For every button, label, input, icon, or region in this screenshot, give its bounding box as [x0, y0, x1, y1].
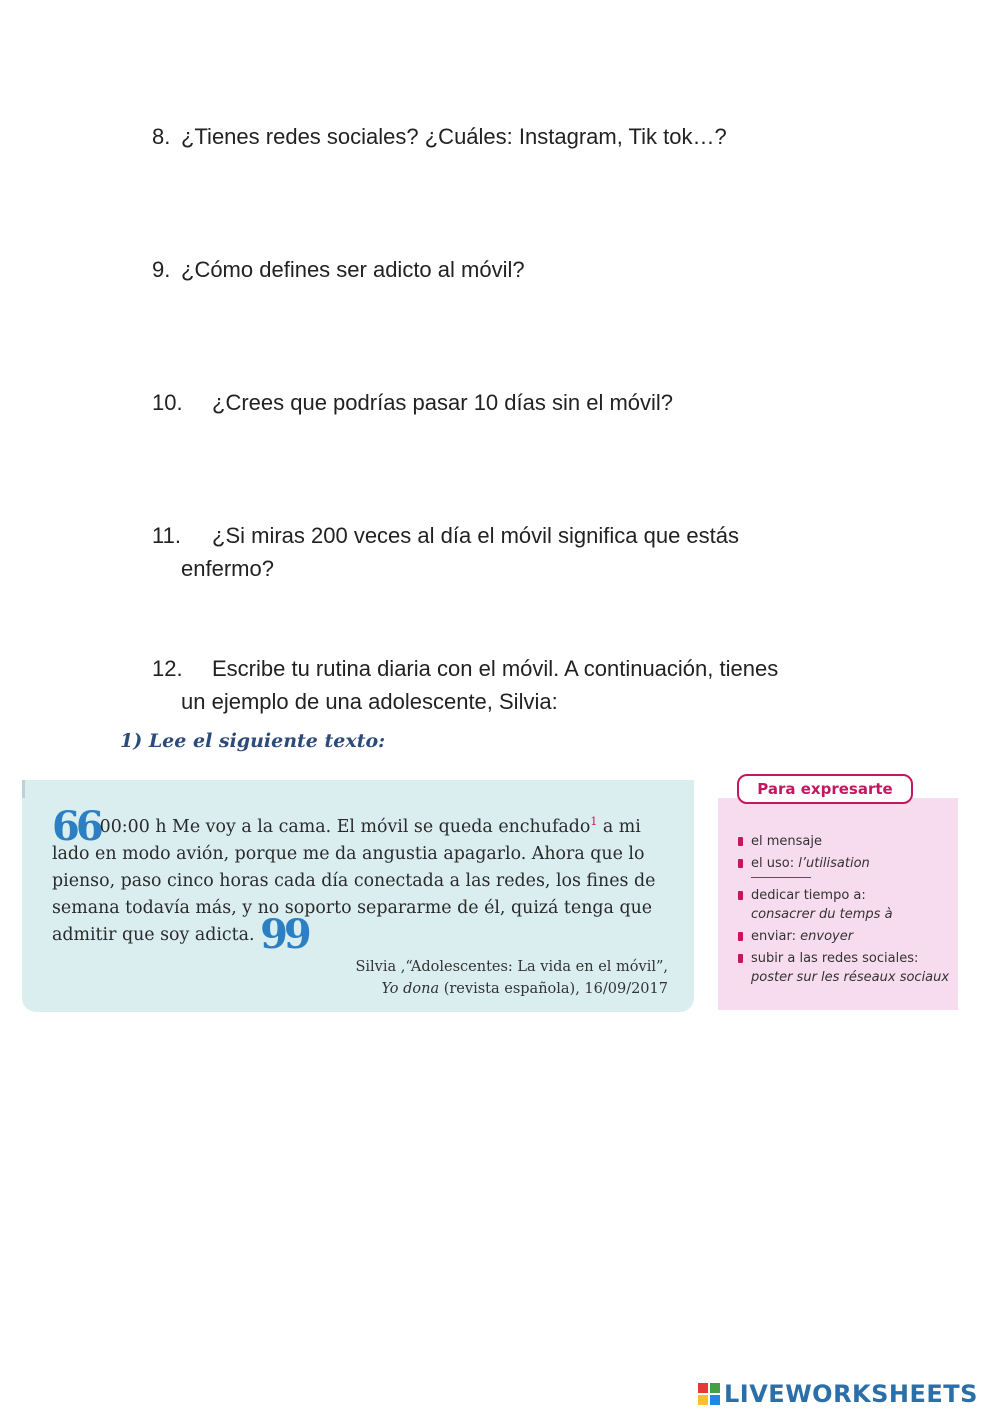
- quote-text: [52, 803, 682, 958]
- question-10: [152, 386, 872, 419]
- liveworksheets-logo-text: LIVEWORKSHEETS: [724, 1380, 978, 1408]
- vocabulary-box-label: Para expresarte: [737, 774, 913, 804]
- citation: [355, 956, 668, 1000]
- footnote-marker: 1: [590, 815, 598, 828]
- vocabulary-item: [738, 949, 958, 987]
- vocabulary-term: subir a las redes sociales:: [751, 951, 919, 966]
- vocabulary-term: dedicar tiempo a:: [751, 888, 866, 903]
- question-text: ¿Crees que podrías pasar 10 días sin el móvil?: [212, 390, 674, 415]
- vocabulary-translation: l’utilisation: [798, 856, 870, 871]
- question-11: [152, 519, 872, 585]
- vocabulary-item: [738, 832, 958, 851]
- section-title: 1) Lee el siguiente texto:: [120, 730, 386, 752]
- liveworksheets-logo-icon: [698, 1383, 720, 1405]
- vocabulary-item: [738, 854, 958, 873]
- citation-author-title: Silvia ,“Adolescentes: La vida en el móvil”,: [355, 959, 668, 975]
- question-number: 8.: [152, 124, 171, 149]
- open-quote-icon: 66: [52, 803, 100, 850]
- question-number: 12.: [152, 656, 183, 681]
- citation-publication: [355, 978, 668, 1000]
- vocabulary-term: el uso:: [751, 856, 799, 871]
- vocabulary-item: [738, 927, 958, 946]
- question-number: 9.: [152, 257, 171, 282]
- citation-source: Yo dona: [381, 981, 440, 997]
- question-text: Escribe tu rutina diaria con el móvil. A continuación, tienes: [212, 656, 779, 681]
- question-text-continued: un ejemplo de una adolescente, Silvia:: [181, 689, 558, 714]
- question-text: ¿Si miras 200 veces al día el móvil significa que estás: [212, 523, 740, 548]
- quote-box: [22, 780, 694, 1012]
- vocabulary-translation: consacrer du temps à: [751, 907, 893, 922]
- vocabulary-translation: poster sur les réseaux sociaux: [751, 970, 950, 985]
- vocabulary-divider: [751, 877, 811, 878]
- vocabulary-list: [738, 832, 958, 990]
- question-number: 10.: [152, 390, 183, 415]
- question-number: 11.: [152, 523, 181, 548]
- question-12: [152, 652, 872, 718]
- question-8: [152, 120, 872, 153]
- liveworksheets-logo: [698, 1378, 978, 1410]
- vocabulary-item: [738, 886, 958, 924]
- quote-text-end: a mi lado en modo avión, porque me da angustia apagarlo. Ahora que lo pienso, paso cinco horas cada día conectada a las redes, los fines de semana todavía más, y no soporto separarme de él, quizá tenga que admitir que soy adicta.: [52, 817, 656, 945]
- vocabulary-term: el mensaje: [751, 834, 822, 849]
- close-quote-icon: 99: [260, 911, 308, 958]
- question-text: ¿Tienes redes sociales? ¿Cuáles: Instagram, Tik tok…?: [181, 124, 727, 149]
- vocabulary-term: enviar:: [751, 929, 801, 944]
- vocabulary-translation: envoyer: [800, 929, 854, 944]
- quote-text-start: 00:00 h Me voy a la cama. El móvil se queda enchufado: [99, 817, 591, 837]
- question-text: ¿Cómo defines ser adicto al móvil?: [181, 257, 525, 282]
- question-text-continued: enfermo?: [181, 556, 274, 581]
- question-9: [152, 253, 872, 286]
- citation-details: (revista española), 16/09/2017: [439, 981, 668, 997]
